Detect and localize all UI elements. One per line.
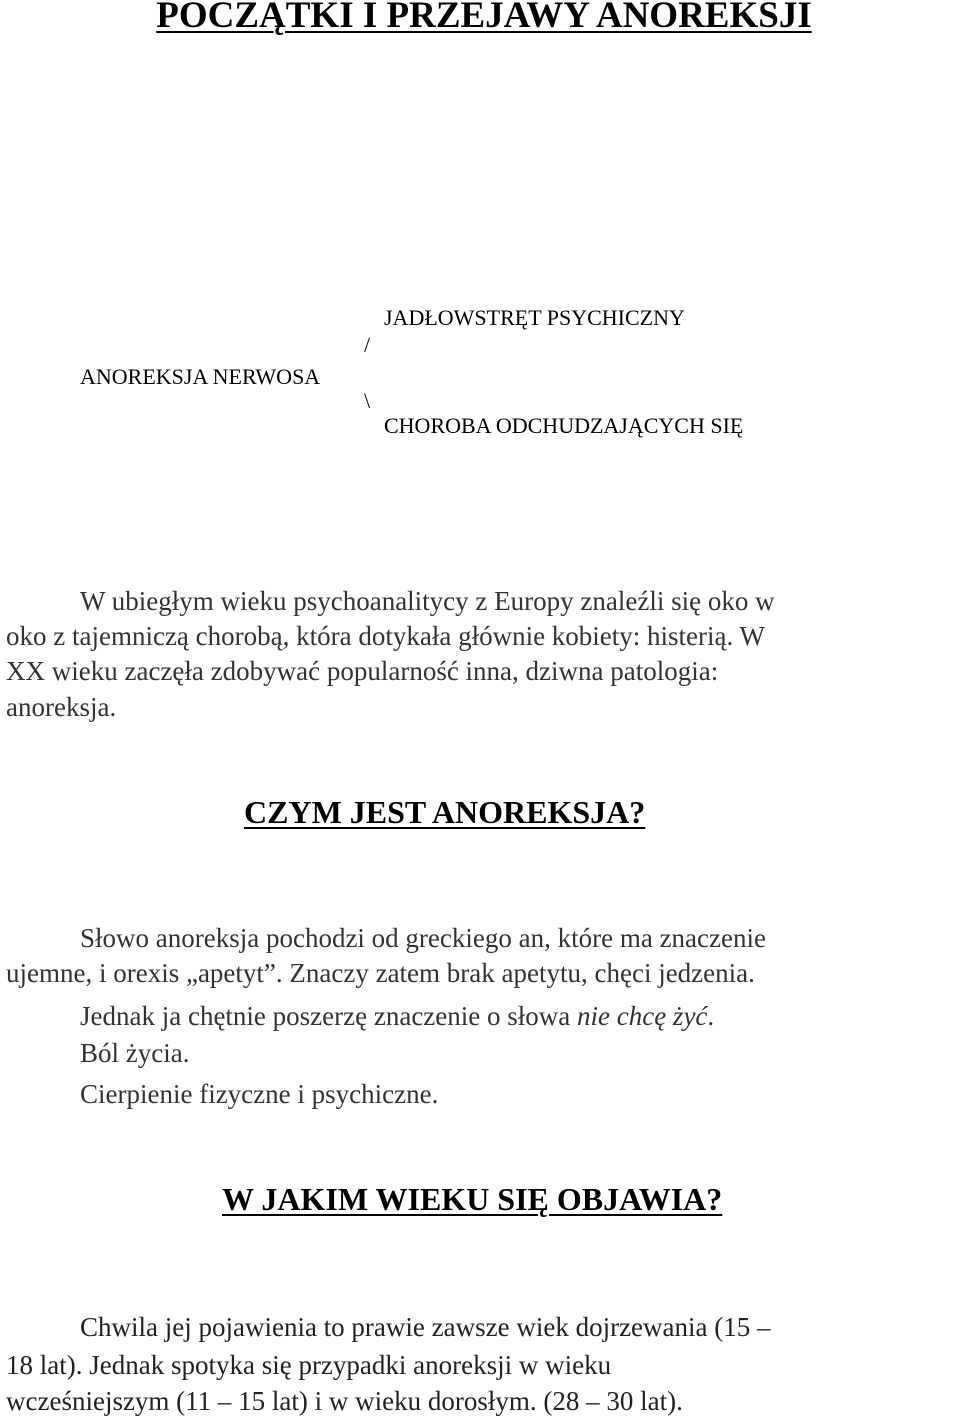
page-title: POCZĄTKI I PRZEJAWY ANOREKSJI bbox=[156, 0, 812, 36]
definition-period: . bbox=[707, 1001, 715, 1031]
intro-line: oko z tajemniczą chorobą, która dotykała głównie kobiety: histerią. W bbox=[6, 621, 766, 651]
diagram-slash-down: \ bbox=[364, 388, 371, 413]
definition-line: Cierpienie fizyczne i psychiczne. bbox=[80, 1079, 439, 1109]
intro-line: anoreksja. bbox=[6, 692, 117, 722]
diagram-slash-up: / bbox=[364, 332, 371, 357]
age-line: 18 lat). Jednak spotyka się przypadki anoreksji w wieku bbox=[6, 1350, 612, 1380]
age-line: wcześniejszym (11 – 15 lat) i w wieku dorosłym. (28 – 30 lat). bbox=[6, 1386, 683, 1416]
definition-emphasis: nie chcę żyć bbox=[577, 1001, 708, 1031]
diagram-main-name: ANOREKSJA NERWOSA bbox=[80, 364, 321, 389]
definition-line: Ból życia. bbox=[80, 1038, 190, 1068]
intro-line: XX wieku zaczęła zdobywać popularność inna, dziwna patologia: bbox=[6, 656, 719, 686]
diagram-top-name: JADŁOWSTRĘT PSYCHICZNY bbox=[384, 305, 685, 330]
definition-line: Słowo anoreksja pochodzi od greckiego an, które ma znaczenie bbox=[80, 923, 766, 953]
definition-line bbox=[80, 999, 714, 1033]
section-heading-age: W JAKIM WIEKU SIĘ OBJAWIA? bbox=[222, 1181, 723, 1217]
definition-line: ujemne, i orexis „apetyt”. Znaczy zatem brak apetytu, chęci jedzenia. bbox=[6, 958, 755, 988]
section-heading-what-is: CZYM JEST ANOREKSJA? bbox=[244, 794, 646, 830]
diagram-bottom-name: CHOROBA ODCHUDZAJĄCYCH SIĘ bbox=[384, 413, 744, 438]
age-line: Chwila jej pojawienia to prawie zawsze wiek dojrzewania (15 – bbox=[80, 1312, 771, 1342]
intro-line: W ubiegłym wieku psychoanalitycy z Europy znaleźli się oko w bbox=[80, 586, 775, 616]
definition-text: Jednak ja chętnie poszerzę znaczenie o słowa bbox=[80, 1001, 577, 1031]
